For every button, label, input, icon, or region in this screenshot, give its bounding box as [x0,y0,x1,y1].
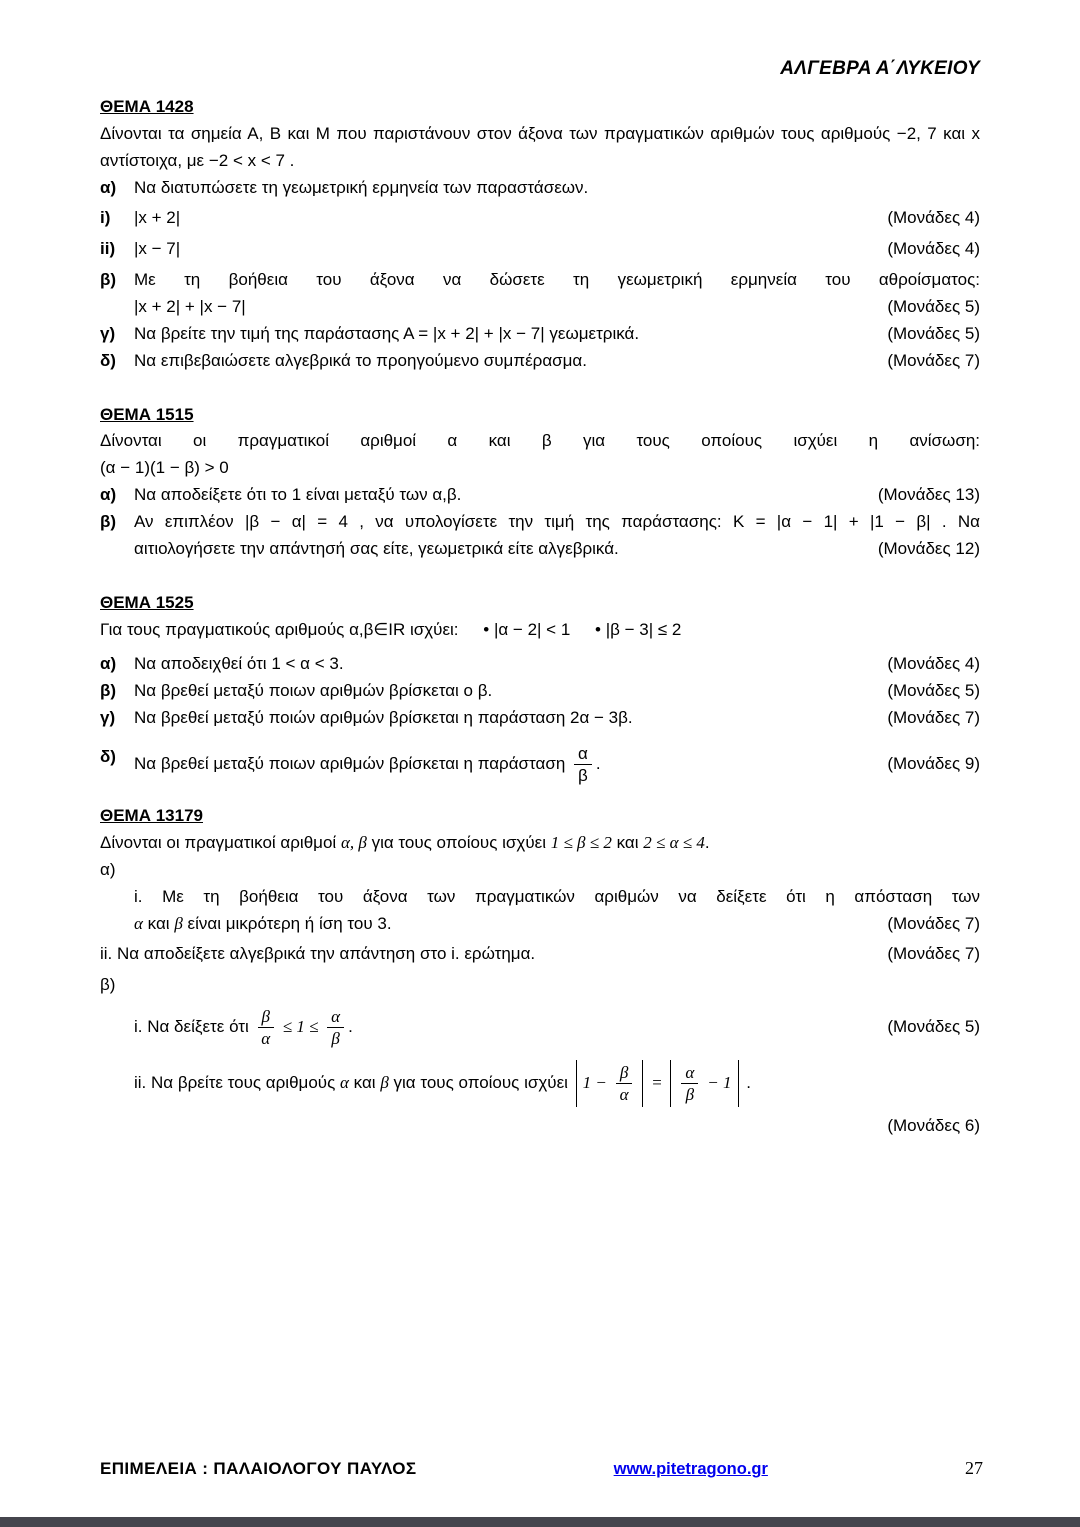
text-segment: είναι μικρότερη ή ίση του 3. [187,913,392,933]
points-badge: (Μονάδες 7) [887,913,980,933]
fraction [327,1007,344,1048]
item-label: δ) [100,350,116,370]
item-text: Να επιβεβαιώσετε αλγεβρικά το προηγούμενο συμπέρασμα. [134,350,587,370]
points-badge: (Μονάδες 5) [887,1017,980,1037]
section-thema-1428 [100,94,980,375]
fraction [574,744,592,785]
math-expression: 1 < α < 3 [271,654,339,674]
math-expression: ≤ 1 ≤ [282,1017,319,1037]
text-segment: Να αποδειχθεί ότι [134,654,267,674]
points-badge: (Μονάδες 4) [887,654,980,674]
points-badge: (Μονάδες 12) [877,538,980,558]
item-body [134,321,980,348]
course-title: ΑΛΓΕΒΡΑ Α΄ΛΥΚΕΙΟΥ [780,58,980,79]
item-label: β) [100,681,117,701]
text-segment: Για τους πραγματικούς αριθμούς α,β∈IR ισχύει: [100,619,459,639]
points-badge: (Μονάδες 13) [877,485,980,505]
question-item-d [100,744,980,785]
math-segment: 1 − [582,1073,607,1093]
item-body [134,175,980,202]
text-segment: και [616,832,639,852]
text-segment: . [704,832,710,852]
item-label: γ) [100,323,116,343]
math-expression: 2α − 3β [570,708,628,728]
page-bottom-edge [0,1517,1080,1527]
item-body [134,678,980,705]
question-item-b [100,267,980,321]
question-item-a [100,482,980,509]
item-label: β) [100,270,117,290]
math-expression: Α = |x + 2| + |x − 7| [403,323,545,343]
item-body [134,705,980,732]
text-segment: Αν επιπλέον [134,512,234,532]
bullet-icon: • [595,619,601,639]
section-thema-1525 [100,590,980,785]
item-label: α) [100,177,117,197]
fraction-numerator: β [616,1063,632,1084]
item-text [134,744,873,785]
thema-1428-title: ΘΕΜΑ 1428 [100,97,194,117]
fraction-denominator: β [331,1029,340,1049]
text-segment: . [746,1073,751,1093]
section-thema-1515 [100,402,980,563]
bullet-icon: • [483,619,490,639]
fraction-denominator: β [685,1085,695,1105]
item-label: i) [100,208,111,228]
item-text: Με τη βοήθεια του άξονα να δώσετε τη γεωμετρική ερμηνεία του αθροίσματος: [134,270,980,290]
question-item-c [100,705,980,732]
absolute-value-expression [670,1060,738,1107]
math-segment: − 1 [707,1073,732,1093]
item-body [134,348,980,375]
points-badge: (Μονάδες 4) [887,239,980,259]
item-text [134,705,873,732]
fraction-numerator: α [574,744,592,765]
item-label: δ) [100,747,116,767]
points-badge: (Μονάδες 7) [887,708,980,728]
item-label: γ) [100,708,116,728]
question-item-b [100,509,980,563]
item-label: α) [100,859,116,879]
question-row [134,1007,980,1048]
item-text: ii. Να αποδείξετε αλγεβρικά την απάντηση στο i. ερώτημα. [100,944,536,964]
math-variable: β [380,1073,389,1093]
fraction-numerator: α [681,1063,698,1084]
text-segment: . [338,654,344,674]
math-variable: α [340,1073,349,1093]
item-label: α) [100,485,117,505]
question-row [134,536,980,563]
section-thema-13179 [100,803,980,1140]
condition-bullet-2 [595,620,681,639]
math-variable: α [134,913,143,933]
item-body [134,744,980,785]
item-body [134,482,980,509]
points-badge: (Μονάδες 7) [887,350,980,370]
text-segment: Να βρεθεί μεταξύ ποιων αριθμών βρίσκεται η παράσταση [134,754,566,774]
item-text-line1: i. Με τη βοήθεια του άξονα των πραγματικών αριθμών να δείξετε ότι η απόσταση των [134,886,980,906]
math-expression: |α − 2| < 1 [493,619,571,639]
math-expression: 1 ≤ β ≤ 2 [550,832,612,852]
text-segment: για τους οποίους ισχύει [393,1073,568,1093]
item-body [134,205,980,232]
item-text [134,1060,980,1107]
points-badge: (Μονάδες 9) [887,754,980,774]
fraction-denominator: α [619,1085,629,1105]
points-badge: (Μονάδες 7) [887,944,980,964]
item-text [134,321,873,348]
text-segment: και [147,913,170,933]
thema-1515-title: ΘΕΜΑ 1515 [100,404,194,424]
question-row [134,911,980,938]
thema-1515-intro: Δίνονται οι πραγματικοί αριθμοί α και β για τους οποίους ισχύει η ανίσωση: [100,431,980,451]
item-body [134,509,980,563]
text-segment: , να υπολογίσετε την τιμή της παράστασης: [359,512,722,532]
item-text-line2 [134,911,873,938]
question-item-a [100,175,980,202]
thema-13179-title: ΘΕΜΑ 13179 [100,806,203,826]
thema-13179-intro [100,830,980,857]
question-item-i [100,205,980,232]
math-expression: 2 ≤ α ≤ 4 [643,832,705,852]
fraction-denominator: β [578,766,588,786]
part-label-a [100,857,980,884]
points-line [134,1113,980,1140]
thema-1525-intro [100,617,980,644]
points-badge: (Μονάδες 4) [887,208,980,228]
text-segment: i. Να δείξετε ότι [134,1017,249,1037]
equals-sign: = [651,1073,663,1093]
condition-bullet-1 [483,620,570,639]
item-text [134,1007,873,1048]
points-badge: (Μονάδες 5) [887,681,980,701]
item-label: β) [100,512,117,532]
text-segment: . Να [941,512,981,532]
points-badge: (Μονάδες 5) [887,323,980,343]
question-item-b-ii [134,1060,980,1140]
fraction [681,1063,698,1104]
page-footer [100,1454,983,1483]
item-label: β) [100,975,116,995]
question-item-b-i [134,1007,980,1048]
item-text-line2: αιτιολογήσετε την απάντησή σας είτε, γεωμετρικά είτε αλγεβρικά. [134,538,619,558]
item-text: Να διατυπώσετε τη γεωμετρική ερμηνεία των παραστάσεων. [134,177,589,197]
math-expression: |x + 2| + |x − 7| [134,297,246,317]
question-item-ii [100,236,980,263]
question-item-b [100,678,980,705]
text-segment: Δίνονται οι πραγματικοί αριθμοί [100,832,337,852]
math-expression: |x − 7| [134,239,181,259]
footer-editor-credit: ΕΠΙΜΕΛΕΙΑ : ΠΑΛΑΙΟΛΟΓΟΥ ΠΑΥΛΟΣ [100,1459,417,1479]
item-body [134,651,980,678]
points-badge: (Μονάδες 6) [887,1116,980,1136]
text-segment: ii. Να βρείτε τους αριθμούς [134,1073,336,1093]
points-badge: (Μονάδες 5) [887,297,980,317]
thema-1525-title: ΘΕΜΑ 1525 [100,592,194,612]
fraction [258,1007,274,1048]
footer-website-link[interactable]: www.pitetragono.gr [613,1460,768,1479]
item-text: Να αποδείξετε ότι το 1 είναι μεταξύ των α,β. [134,485,462,505]
page-header [100,54,980,84]
text-segment: γεωμετρικά. [549,323,640,343]
fraction-numerator: β [258,1007,274,1028]
question-row [100,941,980,968]
text-segment: και [353,1073,376,1093]
item-text [134,651,873,678]
math-variable: β [174,913,183,933]
text-segment: . [348,1017,353,1037]
absolute-value-expression [576,1060,644,1107]
item-body [134,236,980,263]
item-label: ii) [100,239,116,259]
text-segment: . [627,708,633,728]
page-number: 27 [965,1458,983,1479]
question-item-a-ii [100,941,980,968]
math-expression: |β − 3| ≤ 2 [605,619,682,639]
question-row [134,294,980,321]
thema-1428-intro: Δίνονται τα σημεία Α, Β και Μ που παριστάνουν στον άξονα των πραγματικών αριθμών τους αριθμούς −2, 7 και x αντίστοιχα, με −2 < x < 7 . [100,123,980,170]
math-expression: |β − α| = 4 [245,512,348,532]
question-item-d [100,348,980,375]
fraction-numerator: α [327,1007,344,1028]
question-item-a-i [134,884,980,938]
math-expression: Κ = |α − 1| + |1 − β| [732,512,931,532]
fraction [616,1063,632,1104]
text-segment: για τους οποίους ισχύει [371,832,546,852]
text-segment: Να βρείτε την τιμή της παράστασης [134,323,400,343]
item-text-line1 [134,509,980,536]
math-expression: (α − 1)(1 − β) > 0 [100,458,229,478]
item-label: α) [100,654,117,674]
item-body [134,267,980,321]
fraction-denominator: α [261,1029,271,1049]
question-item-a [100,651,980,678]
part-label-b [100,972,980,999]
math-expression: |x + 2| [134,208,181,228]
text-segment: . [595,754,601,774]
text-segment: Να βρεθεί μεταξύ ποιών αριθμών βρίσκεται η παράσταση [134,708,566,728]
item-text: Να βρεθεί μεταξύ ποιων αριθμών βρίσκεται ο β. [134,681,493,701]
question-item-c [100,321,980,348]
math-variables: α, β [340,832,367,852]
